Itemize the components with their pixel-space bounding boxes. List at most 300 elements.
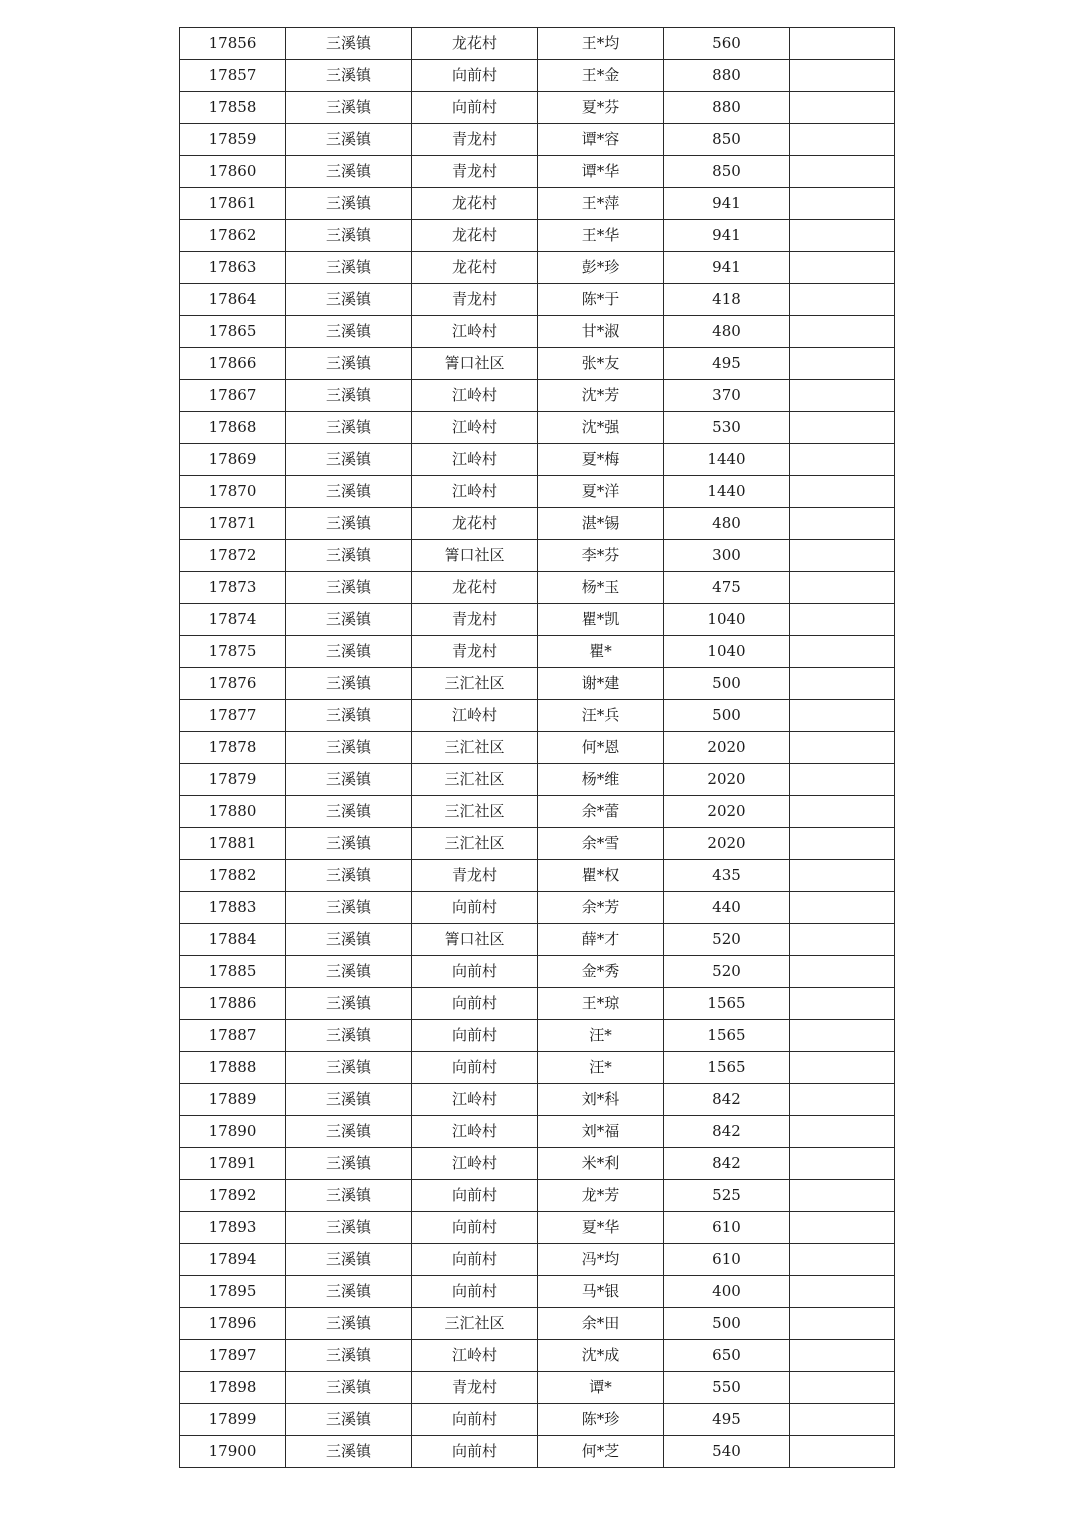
cell-id: 17869 <box>180 444 286 476</box>
table-row <box>180 732 895 764</box>
cell-id: 17898 <box>180 1372 286 1404</box>
cell-amount: 500 <box>664 1308 790 1340</box>
cell-name: 余*田 <box>538 1308 664 1340</box>
table-row <box>180 988 895 1020</box>
cell-name: 沈*芳 <box>538 380 664 412</box>
cell-id: 17900 <box>180 1436 286 1468</box>
cell-amount: 480 <box>664 316 790 348</box>
cell-note <box>790 892 895 924</box>
cell-amount: 440 <box>664 892 790 924</box>
cell-town: 三溪镇 <box>286 476 412 508</box>
cell-town: 三溪镇 <box>286 380 412 412</box>
cell-name: 王*均 <box>538 28 664 60</box>
cell-name: 甘*淑 <box>538 316 664 348</box>
cell-name: 彭*珍 <box>538 252 664 284</box>
cell-id: 17882 <box>180 860 286 892</box>
cell-village: 青龙村 <box>412 156 538 188</box>
cell-village: 三汇社区 <box>412 764 538 796</box>
cell-village: 三汇社区 <box>412 732 538 764</box>
cell-town: 三溪镇 <box>286 636 412 668</box>
cell-note <box>790 1212 895 1244</box>
cell-name: 瞿*凯 <box>538 604 664 636</box>
table-row <box>180 636 895 668</box>
cell-id: 17888 <box>180 1052 286 1084</box>
cell-amount: 610 <box>664 1244 790 1276</box>
cell-amount: 418 <box>664 284 790 316</box>
cell-note <box>790 124 895 156</box>
table-row <box>180 28 895 60</box>
cell-amount: 480 <box>664 508 790 540</box>
cell-name: 汪* <box>538 1020 664 1052</box>
cell-town: 三溪镇 <box>286 1404 412 1436</box>
cell-name: 谢*建 <box>538 668 664 700</box>
cell-note <box>790 1084 895 1116</box>
cell-amount: 842 <box>664 1116 790 1148</box>
cell-village: 青龙村 <box>412 636 538 668</box>
cell-note <box>790 1340 895 1372</box>
table-row <box>180 1436 895 1468</box>
cell-id: 17861 <box>180 188 286 220</box>
cell-village: 江岭村 <box>412 1084 538 1116</box>
cell-town: 三溪镇 <box>286 1020 412 1052</box>
cell-village: 江岭村 <box>412 476 538 508</box>
cell-name: 夏*洋 <box>538 476 664 508</box>
cell-town: 三溪镇 <box>286 1340 412 1372</box>
cell-town: 三溪镇 <box>286 892 412 924</box>
cell-note <box>790 540 895 572</box>
cell-village: 江岭村 <box>412 700 538 732</box>
cell-village: 向前村 <box>412 988 538 1020</box>
cell-id: 17860 <box>180 156 286 188</box>
cell-amount: 850 <box>664 124 790 156</box>
cell-town: 三溪镇 <box>286 508 412 540</box>
cell-amount: 2020 <box>664 796 790 828</box>
cell-amount: 2020 <box>664 732 790 764</box>
cell-village: 龙花村 <box>412 572 538 604</box>
cell-note <box>790 924 895 956</box>
cell-village: 箐口社区 <box>412 540 538 572</box>
cell-id: 17867 <box>180 380 286 412</box>
cell-amount: 530 <box>664 412 790 444</box>
cell-id: 17896 <box>180 1308 286 1340</box>
table-row <box>180 1308 895 1340</box>
cell-village: 向前村 <box>412 1404 538 1436</box>
cell-id: 17887 <box>180 1020 286 1052</box>
cell-name: 马*银 <box>538 1276 664 1308</box>
cell-town: 三溪镇 <box>286 284 412 316</box>
cell-note <box>790 252 895 284</box>
table-row <box>180 668 895 700</box>
cell-town: 三溪镇 <box>286 1372 412 1404</box>
cell-town: 三溪镇 <box>286 1180 412 1212</box>
cell-town: 三溪镇 <box>286 700 412 732</box>
table-row <box>180 188 895 220</box>
cell-id: 17875 <box>180 636 286 668</box>
cell-name: 金*秀 <box>538 956 664 988</box>
cell-amount: 610 <box>664 1212 790 1244</box>
cell-town: 三溪镇 <box>286 316 412 348</box>
cell-town: 三溪镇 <box>286 924 412 956</box>
cell-amount: 842 <box>664 1084 790 1116</box>
cell-id: 17856 <box>180 28 286 60</box>
cell-note <box>790 380 895 412</box>
cell-note <box>790 508 895 540</box>
cell-town: 三溪镇 <box>286 444 412 476</box>
table-row <box>180 124 895 156</box>
table-row <box>180 924 895 956</box>
cell-note <box>790 220 895 252</box>
table-row <box>180 828 895 860</box>
cell-id: 17883 <box>180 892 286 924</box>
cell-name: 余*雪 <box>538 828 664 860</box>
cell-town: 三溪镇 <box>286 1084 412 1116</box>
cell-town: 三溪镇 <box>286 796 412 828</box>
table-row <box>180 444 895 476</box>
cell-name: 沈*强 <box>538 412 664 444</box>
cell-id: 17863 <box>180 252 286 284</box>
cell-note <box>790 316 895 348</box>
cell-id: 17885 <box>180 956 286 988</box>
table-row <box>180 892 895 924</box>
cell-id: 17884 <box>180 924 286 956</box>
cell-amount: 941 <box>664 252 790 284</box>
cell-name: 余*芳 <box>538 892 664 924</box>
cell-note <box>790 444 895 476</box>
cell-village: 三汇社区 <box>412 1308 538 1340</box>
cell-id: 17877 <box>180 700 286 732</box>
cell-name: 李*芬 <box>538 540 664 572</box>
cell-amount: 500 <box>664 668 790 700</box>
table-row <box>180 1020 895 1052</box>
cell-name: 王*琼 <box>538 988 664 1020</box>
table-row <box>180 956 895 988</box>
cell-name: 夏*华 <box>538 1212 664 1244</box>
cell-id: 17881 <box>180 828 286 860</box>
cell-town: 三溪镇 <box>286 764 412 796</box>
cell-name: 陈*珍 <box>538 1404 664 1436</box>
cell-name: 谭*容 <box>538 124 664 156</box>
cell-town: 三溪镇 <box>286 1276 412 1308</box>
cell-amount: 2020 <box>664 764 790 796</box>
cell-village: 江岭村 <box>412 444 538 476</box>
cell-amount: 880 <box>664 60 790 92</box>
table-row <box>180 1180 895 1212</box>
cell-amount: 941 <box>664 220 790 252</box>
cell-name: 沈*成 <box>538 1340 664 1372</box>
cell-town: 三溪镇 <box>286 1052 412 1084</box>
cell-name: 汪* <box>538 1052 664 1084</box>
cell-id: 17890 <box>180 1116 286 1148</box>
cell-town: 三溪镇 <box>286 828 412 860</box>
cell-village: 青龙村 <box>412 604 538 636</box>
cell-name: 冯*均 <box>538 1244 664 1276</box>
cell-note <box>790 732 895 764</box>
cell-town: 三溪镇 <box>286 28 412 60</box>
cell-id: 17870 <box>180 476 286 508</box>
cell-name: 谭* <box>538 1372 664 1404</box>
cell-id: 17880 <box>180 796 286 828</box>
cell-name: 张*友 <box>538 348 664 380</box>
cell-village: 箐口社区 <box>412 348 538 380</box>
cell-note <box>790 668 895 700</box>
table-row <box>180 284 895 316</box>
cell-amount: 495 <box>664 1404 790 1436</box>
cell-note <box>790 988 895 1020</box>
cell-town: 三溪镇 <box>286 1244 412 1276</box>
cell-town: 三溪镇 <box>286 1212 412 1244</box>
cell-name: 汪*兵 <box>538 700 664 732</box>
cell-village: 三汇社区 <box>412 828 538 860</box>
cell-amount: 842 <box>664 1148 790 1180</box>
cell-village: 青龙村 <box>412 860 538 892</box>
cell-id: 17859 <box>180 124 286 156</box>
table-row <box>180 252 895 284</box>
cell-amount: 300 <box>664 540 790 572</box>
table-row <box>180 156 895 188</box>
cell-amount: 500 <box>664 700 790 732</box>
cell-amount: 540 <box>664 1436 790 1468</box>
cell-amount: 1040 <box>664 604 790 636</box>
cell-town: 三溪镇 <box>286 188 412 220</box>
cell-note <box>790 92 895 124</box>
cell-town: 三溪镇 <box>286 604 412 636</box>
cell-note <box>790 572 895 604</box>
cell-town: 三溪镇 <box>286 156 412 188</box>
cell-name: 陈*于 <box>538 284 664 316</box>
cell-village: 向前村 <box>412 92 538 124</box>
table-row <box>180 412 895 444</box>
cell-amount: 400 <box>664 1276 790 1308</box>
cell-name: 夏*芬 <box>538 92 664 124</box>
cell-id: 17868 <box>180 412 286 444</box>
table-row <box>180 476 895 508</box>
cell-village: 江岭村 <box>412 380 538 412</box>
cell-village: 江岭村 <box>412 412 538 444</box>
cell-note <box>790 1180 895 1212</box>
table-row <box>180 572 895 604</box>
cell-note <box>790 1404 895 1436</box>
cell-town: 三溪镇 <box>286 1436 412 1468</box>
cell-village: 向前村 <box>412 1212 538 1244</box>
cell-amount: 1440 <box>664 476 790 508</box>
cell-name: 薛*才 <box>538 924 664 956</box>
cell-id: 17895 <box>180 1276 286 1308</box>
cell-village: 江岭村 <box>412 1340 538 1372</box>
cell-note <box>790 1148 895 1180</box>
cell-id: 17886 <box>180 988 286 1020</box>
cell-amount: 1440 <box>664 444 790 476</box>
cell-town: 三溪镇 <box>286 252 412 284</box>
table-row <box>180 1116 895 1148</box>
cell-name: 杨*玉 <box>538 572 664 604</box>
cell-village: 向前村 <box>412 60 538 92</box>
cell-town: 三溪镇 <box>286 956 412 988</box>
data-table <box>179 27 895 1468</box>
cell-town: 三溪镇 <box>286 860 412 892</box>
table-row <box>180 1148 895 1180</box>
table-row <box>180 60 895 92</box>
cell-id: 17897 <box>180 1340 286 1372</box>
cell-village: 向前村 <box>412 956 538 988</box>
cell-village: 龙花村 <box>412 252 538 284</box>
table-body <box>180 28 895 1468</box>
cell-village: 向前村 <box>412 1020 538 1052</box>
table-row <box>180 604 895 636</box>
cell-note <box>790 1020 895 1052</box>
cell-village: 龙花村 <box>412 188 538 220</box>
cell-village: 龙花村 <box>412 28 538 60</box>
cell-name: 王*金 <box>538 60 664 92</box>
table-row <box>180 1404 895 1436</box>
table-row <box>180 540 895 572</box>
cell-town: 三溪镇 <box>286 732 412 764</box>
cell-village: 江岭村 <box>412 316 538 348</box>
cell-village: 龙花村 <box>412 508 538 540</box>
cell-town: 三溪镇 <box>286 412 412 444</box>
cell-name: 米*利 <box>538 1148 664 1180</box>
cell-amount: 1565 <box>664 988 790 1020</box>
cell-town: 三溪镇 <box>286 220 412 252</box>
cell-note <box>790 828 895 860</box>
cell-village: 向前村 <box>412 1052 538 1084</box>
cell-name: 王*华 <box>538 220 664 252</box>
cell-note <box>790 1052 895 1084</box>
cell-town: 三溪镇 <box>286 1148 412 1180</box>
cell-id: 17866 <box>180 348 286 380</box>
table-row <box>180 1212 895 1244</box>
cell-id: 17879 <box>180 764 286 796</box>
cell-village: 三汇社区 <box>412 796 538 828</box>
cell-amount: 941 <box>664 188 790 220</box>
cell-village: 江岭村 <box>412 1148 538 1180</box>
cell-name: 杨*维 <box>538 764 664 796</box>
cell-id: 17876 <box>180 668 286 700</box>
cell-note <box>790 860 895 892</box>
cell-name: 夏*梅 <box>538 444 664 476</box>
cell-amount: 1565 <box>664 1052 790 1084</box>
cell-note <box>790 764 895 796</box>
cell-name: 刘*科 <box>538 1084 664 1116</box>
cell-id: 17878 <box>180 732 286 764</box>
cell-amount: 475 <box>664 572 790 604</box>
cell-note <box>790 60 895 92</box>
cell-id: 17894 <box>180 1244 286 1276</box>
cell-note <box>790 1244 895 1276</box>
cell-town: 三溪镇 <box>286 1116 412 1148</box>
cell-note <box>790 700 895 732</box>
cell-id: 17889 <box>180 1084 286 1116</box>
cell-id: 17858 <box>180 92 286 124</box>
cell-amount: 880 <box>664 92 790 124</box>
cell-id: 17892 <box>180 1180 286 1212</box>
cell-village: 向前村 <box>412 1180 538 1212</box>
cell-village: 三汇社区 <box>412 668 538 700</box>
cell-town: 三溪镇 <box>286 124 412 156</box>
cell-note <box>790 636 895 668</box>
cell-town: 三溪镇 <box>286 668 412 700</box>
cell-note <box>790 412 895 444</box>
table-row <box>180 1372 895 1404</box>
cell-note <box>790 956 895 988</box>
cell-village: 向前村 <box>412 892 538 924</box>
cell-name: 王*萍 <box>538 188 664 220</box>
table-row <box>180 380 895 412</box>
cell-amount: 550 <box>664 1372 790 1404</box>
cell-id: 17891 <box>180 1148 286 1180</box>
cell-id: 17893 <box>180 1212 286 1244</box>
cell-note <box>790 1436 895 1468</box>
cell-note <box>790 796 895 828</box>
table-row <box>180 92 895 124</box>
cell-note <box>790 156 895 188</box>
cell-amount: 525 <box>664 1180 790 1212</box>
cell-amount: 520 <box>664 924 790 956</box>
table-row <box>180 700 895 732</box>
cell-id: 17899 <box>180 1404 286 1436</box>
table-row <box>180 508 895 540</box>
table-row <box>180 348 895 380</box>
cell-village: 青龙村 <box>412 1372 538 1404</box>
cell-amount: 1565 <box>664 1020 790 1052</box>
cell-note <box>790 1372 895 1404</box>
cell-name: 瞿* <box>538 636 664 668</box>
cell-name: 湛*锡 <box>538 508 664 540</box>
cell-village: 箐口社区 <box>412 924 538 956</box>
cell-amount: 560 <box>664 28 790 60</box>
cell-id: 17864 <box>180 284 286 316</box>
cell-village: 江岭村 <box>412 1116 538 1148</box>
cell-town: 三溪镇 <box>286 348 412 380</box>
cell-town: 三溪镇 <box>286 988 412 1020</box>
cell-village: 青龙村 <box>412 124 538 156</box>
table-row <box>180 1052 895 1084</box>
cell-amount: 495 <box>664 348 790 380</box>
cell-name: 何*芝 <box>538 1436 664 1468</box>
cell-note <box>790 28 895 60</box>
cell-amount: 520 <box>664 956 790 988</box>
cell-amount: 850 <box>664 156 790 188</box>
cell-town: 三溪镇 <box>286 540 412 572</box>
cell-name: 何*恩 <box>538 732 664 764</box>
table-row <box>180 316 895 348</box>
cell-note <box>790 604 895 636</box>
table-row <box>180 796 895 828</box>
cell-amount: 370 <box>664 380 790 412</box>
cell-amount: 2020 <box>664 828 790 860</box>
cell-amount: 435 <box>664 860 790 892</box>
table-row <box>180 764 895 796</box>
cell-note <box>790 348 895 380</box>
cell-id: 17857 <box>180 60 286 92</box>
cell-note <box>790 188 895 220</box>
cell-town: 三溪镇 <box>286 60 412 92</box>
cell-amount: 1040 <box>664 636 790 668</box>
cell-village: 向前村 <box>412 1244 538 1276</box>
table-row <box>180 1276 895 1308</box>
table-row <box>180 1084 895 1116</box>
cell-id: 17872 <box>180 540 286 572</box>
cell-village: 龙花村 <box>412 220 538 252</box>
cell-town: 三溪镇 <box>286 92 412 124</box>
table-row <box>180 860 895 892</box>
table-row <box>180 220 895 252</box>
cell-id: 17862 <box>180 220 286 252</box>
cell-id: 17874 <box>180 604 286 636</box>
cell-id: 17871 <box>180 508 286 540</box>
cell-note <box>790 1276 895 1308</box>
cell-note <box>790 476 895 508</box>
table-row <box>180 1340 895 1372</box>
